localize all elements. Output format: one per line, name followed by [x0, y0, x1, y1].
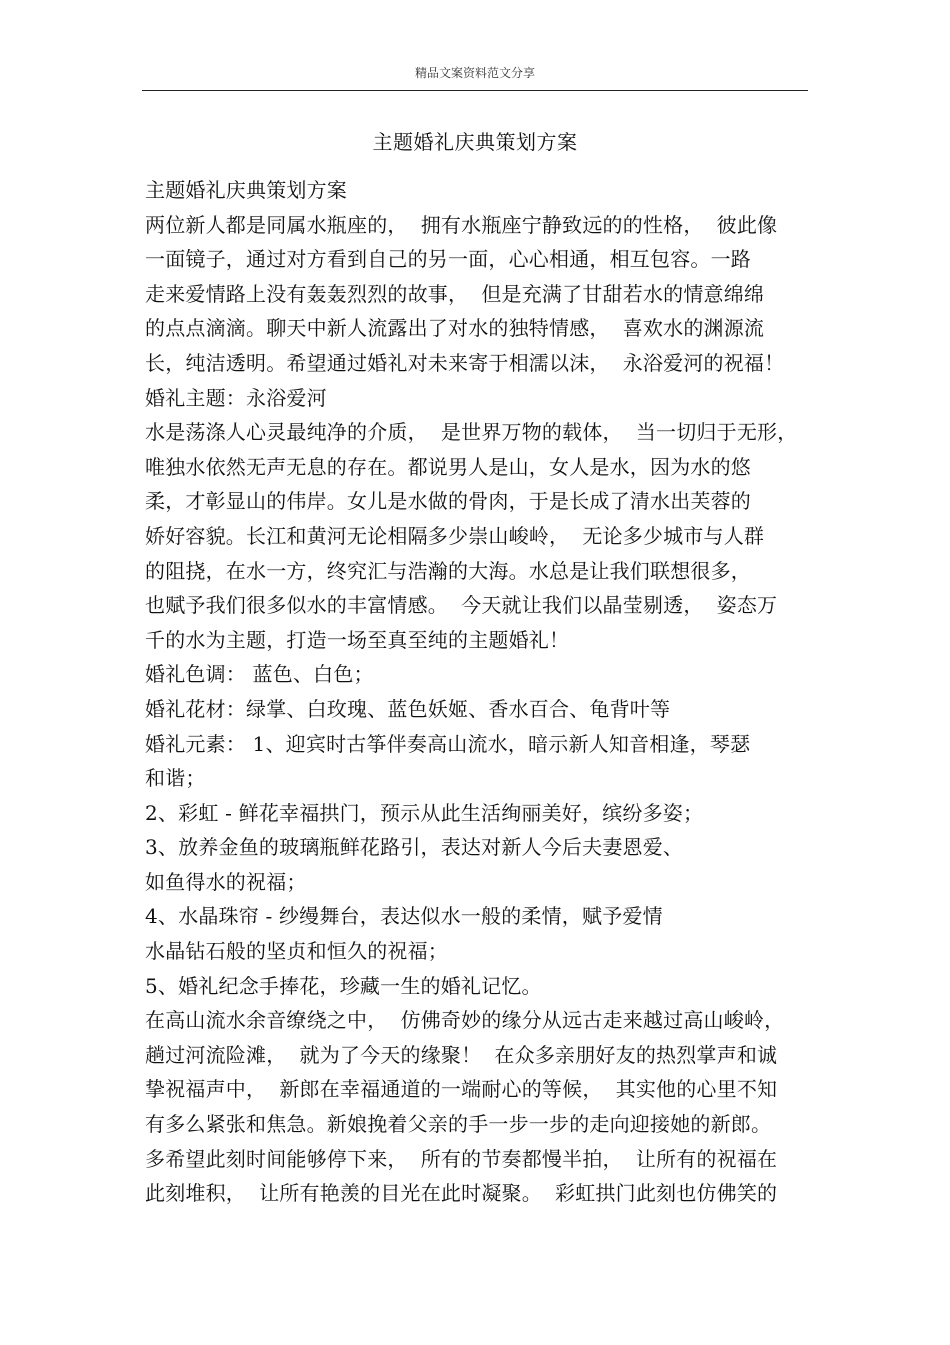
body-line: 水晶钻石般的坚贞和恒久的祝福； [145, 939, 448, 964]
body-line: 多希望此刻时间能够停下来， 所有的节奏都慢半拍， 让所有的祝福在 [145, 1146, 778, 1171]
body-line: 长，纯洁透明。希望通过婚礼对未来寄于相濡以沫， 永浴爱河的祝福！ [145, 350, 785, 375]
body-line: 唯独水依然无声无息的存在。都说男人是山，女人是水，因为水的悠 [145, 454, 751, 479]
body-line: 和谐； [145, 766, 206, 791]
body-line: 主题婚礼庆典策划方案 [145, 178, 347, 202]
body-line: 婚礼主题：永浴爱河 [145, 385, 327, 410]
body-line: 一面镜子，通过对方看到自己的另一面，心心相通，相互包容。一路 [145, 247, 751, 272]
body-line: 婚礼元素： 1、迎宾时古筝伴奏高山流水，暗示新人知音相逢，琴瑟 [145, 731, 751, 756]
body-line: 在高山流水余音缭绕之中， 仿佛奇妙的缘分从远古走来越过高山峻岭， [145, 1008, 785, 1033]
body-line: 柔，才彰显山的伟岸。女儿是水做的骨肉，于是长成了清水出芙蓉的 [145, 489, 751, 514]
body-line: 婚礼花材：绿掌、白玫瑰、蓝色妖姬、香水百合、龟背叶等 [145, 696, 671, 721]
header-rule [142, 90, 808, 91]
body-line: 的点点滴滴。聊天中新人流露出了对水的独特情感， 喜欢水的渊源流 [145, 316, 765, 341]
body-line: 有多么紧张和焦急。新娘挽着父亲的手一步一步的走向迎接她的新郎。 [145, 1112, 772, 1137]
body-line: 5、婚礼纪念手捧花，珍藏一生的婚礼记忆。 [145, 973, 542, 998]
body-line: 娇好容貌。长江和黄河无论相隔多少崇山峻岭， 无论多少城市与人群 [145, 523, 765, 548]
body-line: 如鱼得水的祝福； [145, 869, 307, 894]
body-line: 千的水为主题，打造一场至真至纯的主题婚礼！ [145, 627, 570, 652]
body-line: 水是荡涤人心灵最纯净的介质， 是世界万物的载体， 当一切归于无形， [145, 420, 798, 445]
body-line: 两位新人都是同属水瓶座的， 拥有水瓶座宁静致远的的性格， 彼此像 [145, 212, 778, 237]
body-line: 走来爱情路上没有轰轰烈烈的故事， 但是充满了甘甜若水的情意绵绵 [145, 281, 765, 306]
document-title: 主题婚礼庆典策划方案 [372, 130, 578, 154]
running-header: 精品文案资料范文分享 [414, 66, 535, 80]
body-line: 挚祝福声中， 新郎在幸福通道的一端耐心的等候， 其实他的心里不知 [145, 1077, 778, 1102]
body-line: 3、放养金鱼的玻璃瓶鲜花路引，表达对新人今后夫妻恩爱、 [145, 835, 684, 860]
body-line: 4、水晶珠帘 - 纱缦舞台，表达似水一般的柔情，赋予爱情 [145, 904, 663, 929]
body-line: 趟过河流险滩， 就为了今天的缘聚！ 在众多亲朋好友的热烈掌声和诚 [145, 1042, 778, 1067]
body-line: 也赋予我们很多似水的丰富情感。 今天就让我们以晶莹剔透， 姿态万 [145, 593, 778, 618]
body-line: 的阻挠，在水一方，终究汇与浩瀚的大海。水总是让我们联想很多， [145, 558, 751, 583]
body-line: 2、彩虹 - 鲜花幸福拱门，预示从此生活绚丽美好，缤纷多姿； [145, 800, 704, 825]
body-line: 婚礼色调： 蓝色、白色； [145, 662, 374, 687]
document-body [145, 173, 815, 1211]
body-line: 此刻堆积， 让所有艳羡的目光在此时凝聚。 彩虹拱门此刻也仿佛笑的 [145, 1181, 778, 1206]
